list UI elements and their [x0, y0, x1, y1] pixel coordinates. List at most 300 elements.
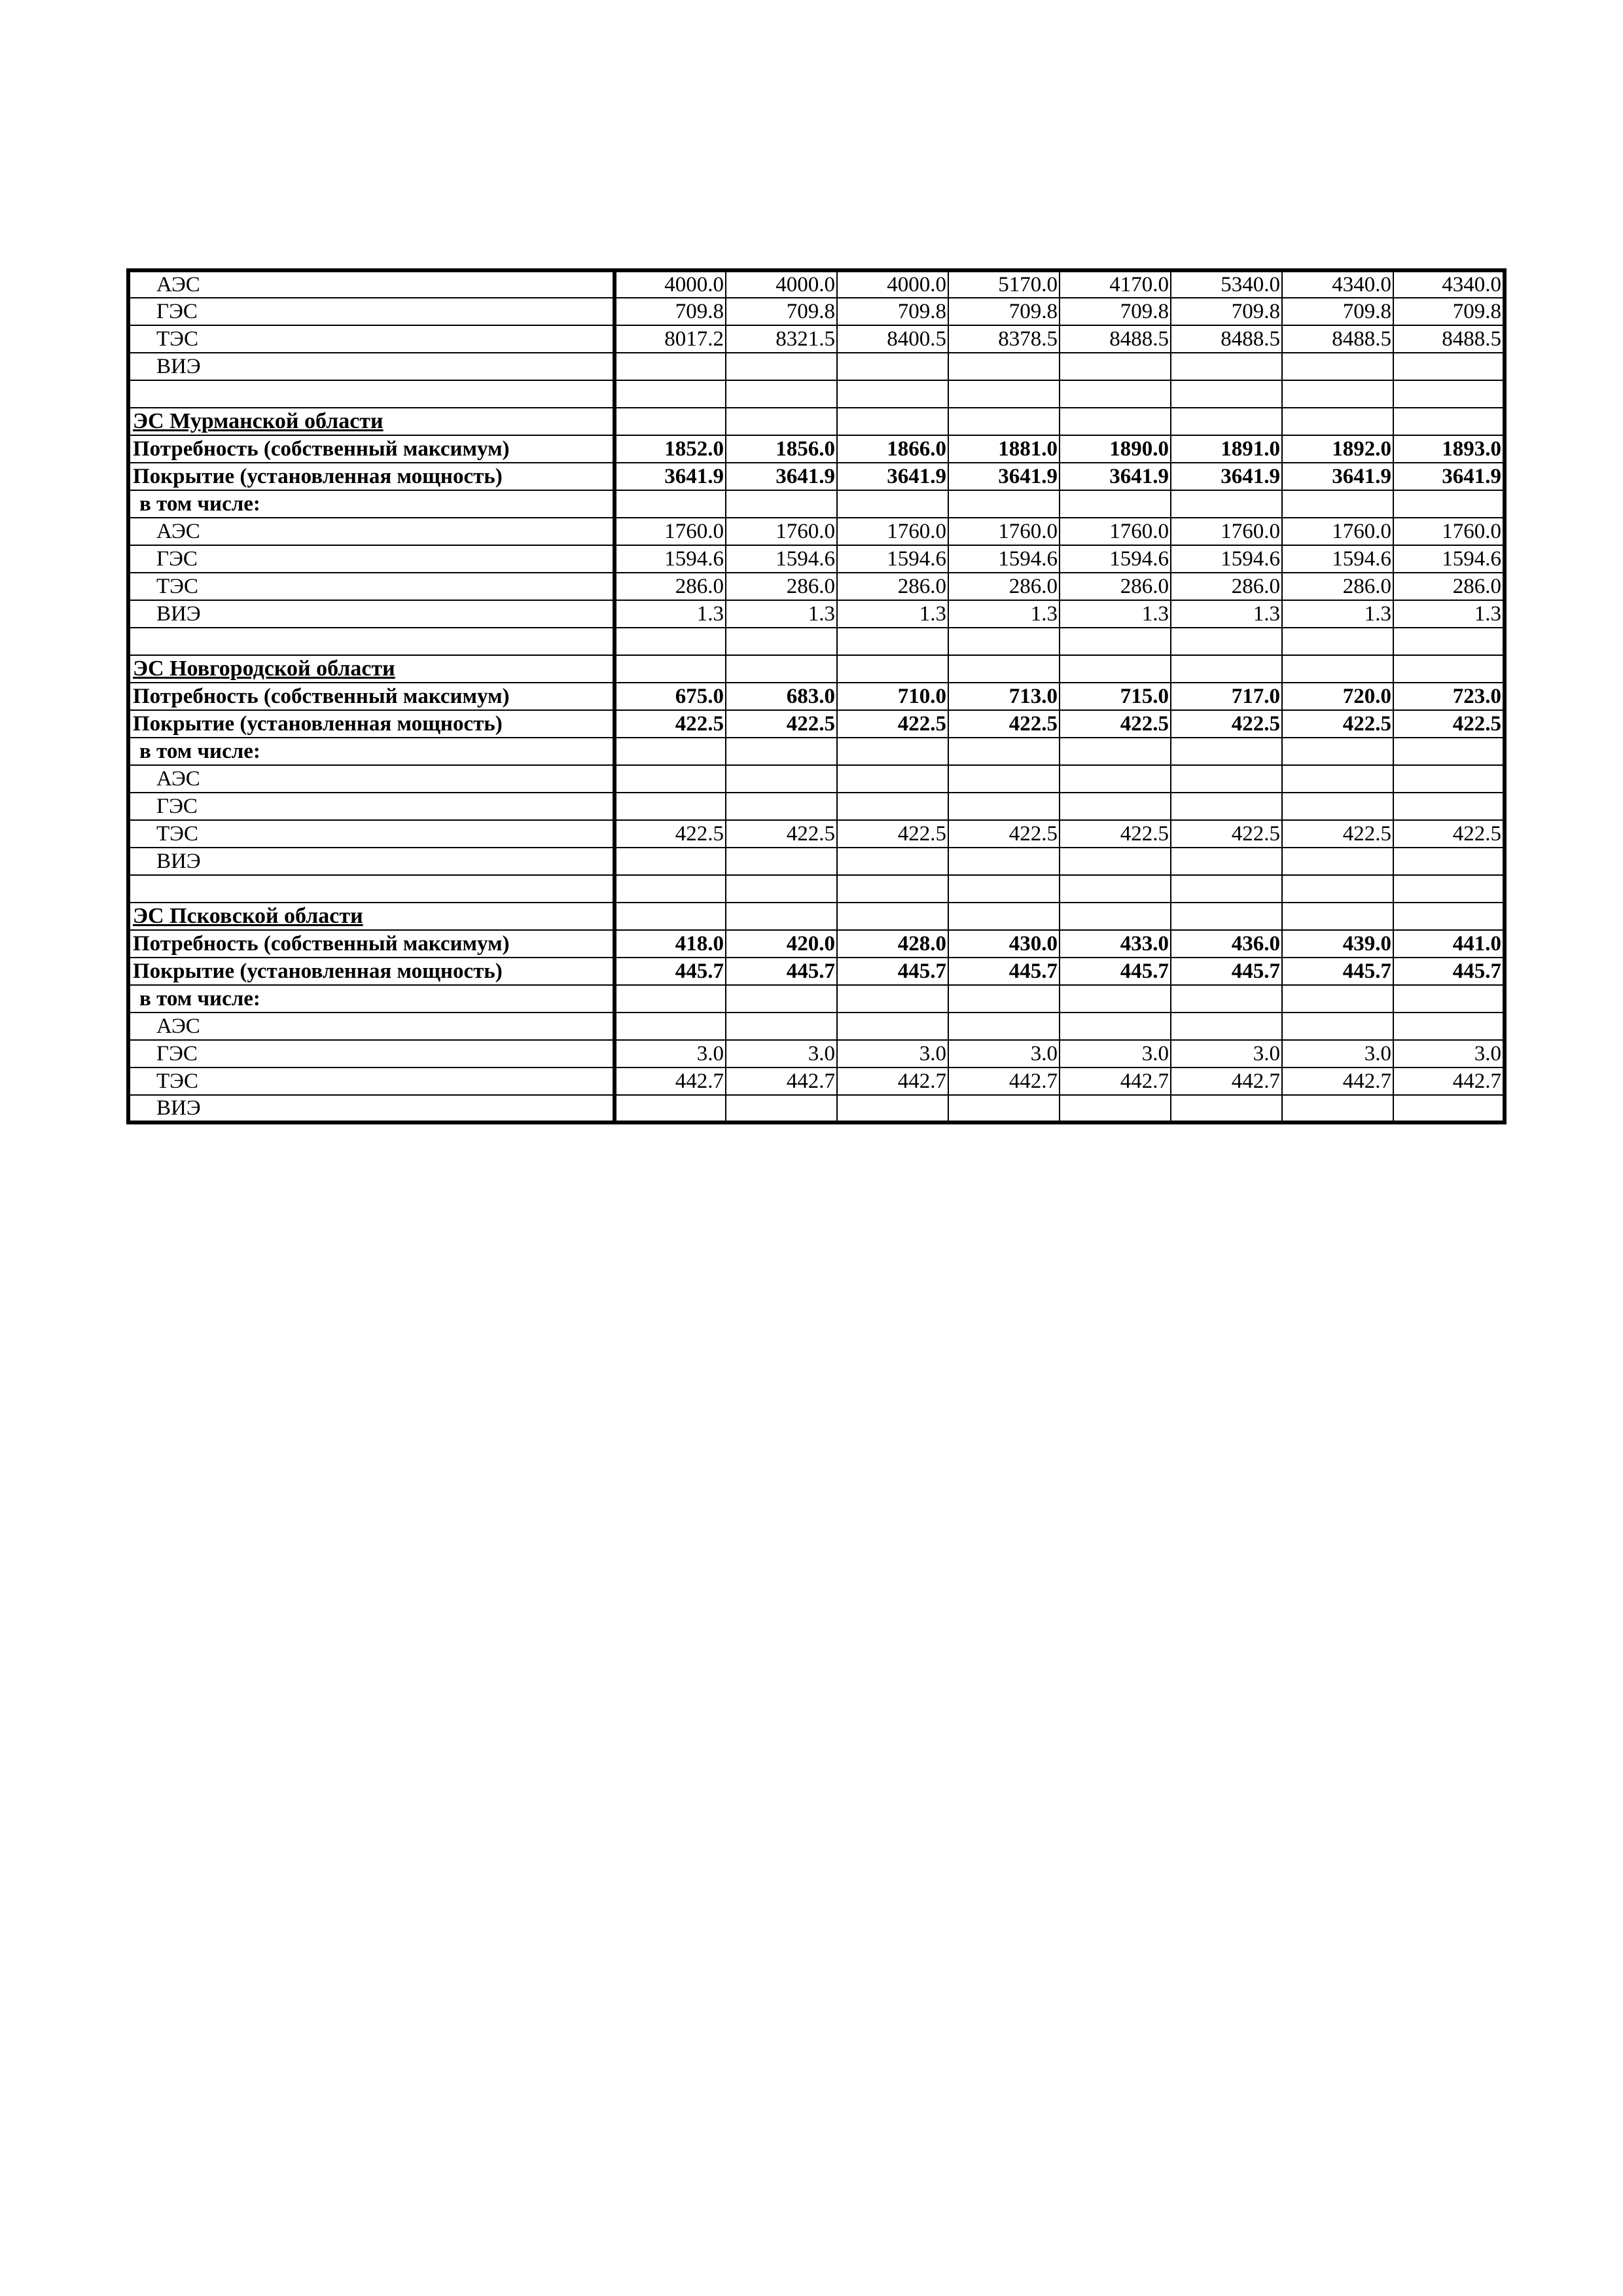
value-cell: 4340.0	[1393, 270, 1505, 298]
value-cell	[837, 1095, 948, 1122]
value-cell: 436.0	[1171, 930, 1282, 958]
value-cell	[1393, 1095, 1505, 1122]
table-row	[128, 958, 1505, 985]
value-cell	[1171, 875, 1282, 903]
value-cell	[726, 985, 837, 1013]
table-row	[128, 298, 1505, 325]
region-header-row	[128, 408, 1505, 435]
value-cell	[948, 1013, 1060, 1040]
value-cell	[948, 628, 1060, 655]
value-cell	[1171, 793, 1282, 820]
value-cell: 286.0	[1393, 573, 1505, 600]
value-cell: 8400.5	[837, 325, 948, 353]
table-row	[128, 985, 1505, 1013]
value-cell: 1891.0	[1171, 435, 1282, 463]
value-cell: 4000.0	[837, 270, 948, 298]
value-cell: 286.0	[1060, 573, 1171, 600]
value-cell: 1760.0	[615, 518, 726, 545]
value-cell	[1171, 628, 1282, 655]
value-cell	[1282, 655, 1393, 683]
value-cell	[948, 353, 1060, 380]
value-cell: 422.5	[837, 710, 948, 738]
value-cell: 709.8	[1171, 298, 1282, 325]
value-cell: 445.7	[948, 958, 1060, 985]
value-cell: 717.0	[1171, 683, 1282, 710]
row-label: Потребность (собственный максимум)	[128, 683, 615, 710]
table-body	[128, 270, 1505, 1122]
value-cell: 4000.0	[615, 270, 726, 298]
value-cell	[1060, 848, 1171, 875]
value-cell: 1.3	[837, 600, 948, 628]
row-label: в том числе:	[128, 490, 615, 518]
value-cell: 422.5	[615, 710, 726, 738]
value-cell: 709.8	[726, 298, 837, 325]
value-cell	[837, 985, 948, 1013]
value-cell	[615, 985, 726, 1013]
value-cell: 286.0	[1171, 573, 1282, 600]
value-cell	[726, 793, 837, 820]
value-cell: 8488.5	[1393, 325, 1505, 353]
value-cell: 1594.6	[1171, 545, 1282, 573]
row-label: ТЭС	[128, 325, 615, 353]
value-cell: 422.5	[1060, 820, 1171, 848]
value-cell	[1282, 765, 1393, 793]
value-cell: 422.5	[1282, 820, 1393, 848]
value-cell	[726, 353, 837, 380]
value-cell: 683.0	[726, 683, 837, 710]
value-cell: 1.3	[1393, 600, 1505, 628]
value-cell: 439.0	[1282, 930, 1393, 958]
value-cell	[1171, 985, 1282, 1013]
value-cell: 8488.5	[1060, 325, 1171, 353]
value-cell	[726, 875, 837, 903]
value-cell: 4000.0	[726, 270, 837, 298]
value-cell: 430.0	[948, 930, 1060, 958]
value-cell	[1060, 408, 1171, 435]
value-cell: 442.7	[615, 1067, 726, 1095]
value-cell: 713.0	[948, 683, 1060, 710]
value-cell: 1.3	[615, 600, 726, 628]
value-cell: 420.0	[726, 930, 837, 958]
value-cell	[615, 1013, 726, 1040]
value-cell: 441.0	[1393, 930, 1505, 958]
row-label: ГЭС	[128, 1040, 615, 1067]
value-cell	[1282, 848, 1393, 875]
value-cell	[1282, 903, 1393, 930]
value-cell: 1760.0	[726, 518, 837, 545]
value-cell: 675.0	[615, 683, 726, 710]
table-row	[128, 1067, 1505, 1095]
row-label: ГЭС	[128, 298, 615, 325]
value-cell	[948, 903, 1060, 930]
value-cell: 286.0	[1282, 573, 1393, 600]
value-cell: 1594.6	[615, 545, 726, 573]
value-cell: 442.7	[1171, 1067, 1282, 1095]
value-cell: 4340.0	[1282, 270, 1393, 298]
value-cell	[837, 793, 948, 820]
value-cell: 1892.0	[1282, 435, 1393, 463]
value-cell	[1060, 655, 1171, 683]
value-cell: 422.5	[1393, 820, 1505, 848]
value-cell: 445.7	[1060, 958, 1171, 985]
table-row	[128, 325, 1505, 353]
value-cell	[1060, 793, 1171, 820]
value-cell: 442.7	[1282, 1067, 1393, 1095]
value-cell	[837, 490, 948, 518]
value-cell	[1171, 848, 1282, 875]
value-cell: 3.0	[837, 1040, 948, 1067]
row-label	[128, 875, 615, 903]
row-label: Потребность (собственный максимум)	[128, 435, 615, 463]
value-cell: 422.5	[726, 820, 837, 848]
value-cell: 445.7	[837, 958, 948, 985]
value-cell	[1393, 380, 1505, 408]
value-cell: 442.7	[1060, 1067, 1171, 1095]
value-cell	[837, 655, 948, 683]
table-row	[128, 463, 1505, 490]
row-label: ГЭС	[128, 545, 615, 573]
value-cell	[615, 765, 726, 793]
table-row	[128, 600, 1505, 628]
value-cell	[1282, 985, 1393, 1013]
value-cell: 720.0	[1282, 683, 1393, 710]
row-label: ГЭС	[128, 793, 615, 820]
value-cell: 3.0	[1060, 1040, 1171, 1067]
table-row	[128, 710, 1505, 738]
value-cell	[1060, 903, 1171, 930]
value-cell: 1594.6	[726, 545, 837, 573]
value-cell	[1282, 1095, 1393, 1122]
value-cell: 3.0	[1282, 1040, 1393, 1067]
value-cell	[948, 765, 1060, 793]
row-label: Покрытие (установленная мощность)	[128, 958, 615, 985]
value-cell	[1171, 353, 1282, 380]
value-cell: 1594.6	[948, 545, 1060, 573]
value-cell	[837, 765, 948, 793]
table-row	[128, 1095, 1505, 1122]
value-cell: 442.7	[726, 1067, 837, 1095]
row-label: Потребность (собственный максимум)	[128, 930, 615, 958]
value-cell: 442.7	[837, 1067, 948, 1095]
value-cell	[1282, 628, 1393, 655]
value-cell	[1393, 353, 1505, 380]
value-cell	[837, 903, 948, 930]
value-cell: 709.8	[615, 298, 726, 325]
value-cell: 715.0	[1060, 683, 1171, 710]
value-cell: 3641.9	[1171, 463, 1282, 490]
row-label: ВИЭ	[128, 353, 615, 380]
region-title: ЭС Мурманской области	[128, 408, 615, 435]
value-cell: 1881.0	[948, 435, 1060, 463]
table-row	[128, 738, 1505, 765]
value-cell	[1393, 765, 1505, 793]
value-cell	[837, 628, 948, 655]
value-cell: 286.0	[726, 573, 837, 600]
row-label: АЭС	[128, 270, 615, 298]
value-cell: 8321.5	[726, 325, 837, 353]
value-cell: 1893.0	[1393, 435, 1505, 463]
value-cell	[1393, 875, 1505, 903]
value-cell	[948, 655, 1060, 683]
value-cell: 5170.0	[948, 270, 1060, 298]
value-cell: 1.3	[1171, 600, 1282, 628]
value-cell	[948, 1095, 1060, 1122]
value-cell	[615, 1095, 726, 1122]
value-cell: 422.5	[726, 710, 837, 738]
row-label: в том числе:	[128, 738, 615, 765]
value-cell	[1171, 903, 1282, 930]
value-cell: 422.5	[615, 820, 726, 848]
spacer-row	[128, 875, 1505, 903]
value-cell	[726, 848, 837, 875]
value-cell: 709.8	[948, 298, 1060, 325]
value-cell	[1060, 628, 1171, 655]
value-cell	[1393, 408, 1505, 435]
value-cell: 445.7	[1393, 958, 1505, 985]
value-cell: 3641.9	[1060, 463, 1171, 490]
value-cell	[1282, 353, 1393, 380]
row-label: в том числе:	[128, 985, 615, 1013]
value-cell	[1393, 738, 1505, 765]
value-cell: 710.0	[837, 683, 948, 710]
value-cell	[1393, 655, 1505, 683]
value-cell: 442.7	[1393, 1067, 1505, 1095]
value-cell	[948, 408, 1060, 435]
table-row	[128, 435, 1505, 463]
value-cell	[1060, 1095, 1171, 1122]
value-cell	[1060, 380, 1171, 408]
table-row	[128, 683, 1505, 710]
value-cell	[837, 380, 948, 408]
capacity-table	[126, 268, 1507, 1124]
value-cell: 723.0	[1393, 683, 1505, 710]
value-cell: 1890.0	[1060, 435, 1171, 463]
table-row	[128, 930, 1505, 958]
value-cell: 3.0	[726, 1040, 837, 1067]
value-cell: 422.5	[1171, 820, 1282, 848]
value-cell: 422.5	[948, 710, 1060, 738]
row-label: ВИЭ	[128, 600, 615, 628]
table-row	[128, 270, 1505, 298]
value-cell: 1760.0	[1171, 518, 1282, 545]
row-label: ВИЭ	[128, 848, 615, 875]
value-cell: 1856.0	[726, 435, 837, 463]
value-cell	[726, 628, 837, 655]
value-cell	[726, 903, 837, 930]
value-cell	[1171, 655, 1282, 683]
spacer-row	[128, 628, 1505, 655]
value-cell	[1171, 408, 1282, 435]
value-cell	[837, 1013, 948, 1040]
value-cell	[1282, 738, 1393, 765]
value-cell: 1760.0	[1282, 518, 1393, 545]
value-cell	[615, 490, 726, 518]
value-cell	[1282, 1013, 1393, 1040]
value-cell	[837, 875, 948, 903]
value-cell: 3.0	[615, 1040, 726, 1067]
value-cell: 422.5	[948, 820, 1060, 848]
value-cell: 709.8	[1060, 298, 1171, 325]
table-row	[128, 545, 1505, 573]
value-cell: 445.7	[615, 958, 726, 985]
table-row	[128, 820, 1505, 848]
value-cell: 1760.0	[948, 518, 1060, 545]
row-label: АЭС	[128, 1013, 615, 1040]
value-cell: 3641.9	[726, 463, 837, 490]
value-cell: 1594.6	[1393, 545, 1505, 573]
row-label	[128, 628, 615, 655]
value-cell: 1594.6	[1282, 545, 1393, 573]
table-row	[128, 353, 1505, 380]
table-row	[128, 848, 1505, 875]
value-cell	[1282, 875, 1393, 903]
table-row	[128, 518, 1505, 545]
value-cell	[1393, 490, 1505, 518]
value-cell: 5340.0	[1171, 270, 1282, 298]
value-cell	[1282, 490, 1393, 518]
value-cell	[726, 738, 837, 765]
value-cell	[1060, 765, 1171, 793]
value-cell: 1594.6	[837, 545, 948, 573]
value-cell	[726, 765, 837, 793]
value-cell	[948, 793, 1060, 820]
value-cell: 1.3	[1060, 600, 1171, 628]
value-cell: 3641.9	[948, 463, 1060, 490]
value-cell	[948, 875, 1060, 903]
value-cell: 3641.9	[1282, 463, 1393, 490]
value-cell: 3641.9	[837, 463, 948, 490]
value-cell	[615, 408, 726, 435]
value-cell: 422.5	[1060, 710, 1171, 738]
value-cell: 286.0	[948, 573, 1060, 600]
value-cell	[837, 408, 948, 435]
value-cell	[1282, 793, 1393, 820]
table-row	[128, 573, 1505, 600]
value-cell	[1282, 408, 1393, 435]
value-cell: 433.0	[1060, 930, 1171, 958]
value-cell: 709.8	[837, 298, 948, 325]
value-cell	[837, 738, 948, 765]
value-cell: 1852.0	[615, 435, 726, 463]
value-cell	[726, 408, 837, 435]
value-cell	[1282, 380, 1393, 408]
spacer-row	[128, 380, 1505, 408]
value-cell: 4170.0	[1060, 270, 1171, 298]
table-row	[128, 793, 1505, 820]
row-label: ТЭС	[128, 573, 615, 600]
row-label	[128, 380, 615, 408]
value-cell	[1171, 765, 1282, 793]
value-cell: 445.7	[1282, 958, 1393, 985]
value-cell: 445.7	[1171, 958, 1282, 985]
value-cell	[1393, 793, 1505, 820]
value-cell	[1060, 738, 1171, 765]
value-cell: 428.0	[837, 930, 948, 958]
value-cell: 709.8	[1282, 298, 1393, 325]
row-label: ТЭС	[128, 1067, 615, 1095]
value-cell: 3.0	[1171, 1040, 1282, 1067]
region-header-row	[128, 903, 1505, 930]
value-cell	[1171, 1013, 1282, 1040]
value-cell: 8378.5	[948, 325, 1060, 353]
value-cell	[726, 655, 837, 683]
region-header-row	[128, 655, 1505, 683]
value-cell: 1866.0	[837, 435, 948, 463]
value-cell: 445.7	[726, 958, 837, 985]
value-cell: 286.0	[837, 573, 948, 600]
value-cell: 8488.5	[1282, 325, 1393, 353]
value-cell	[726, 1013, 837, 1040]
value-cell: 1760.0	[1393, 518, 1505, 545]
value-cell	[1171, 738, 1282, 765]
value-cell: 8017.2	[615, 325, 726, 353]
value-cell: 8488.5	[1171, 325, 1282, 353]
value-cell	[615, 848, 726, 875]
table-row	[128, 765, 1505, 793]
value-cell	[726, 380, 837, 408]
value-cell	[1393, 628, 1505, 655]
value-cell: 709.8	[1393, 298, 1505, 325]
value-cell: 1594.6	[1060, 545, 1171, 573]
value-cell	[1060, 490, 1171, 518]
row-label: АЭС	[128, 518, 615, 545]
value-cell: 3641.9	[1393, 463, 1505, 490]
value-cell	[615, 793, 726, 820]
row-label: ВИЭ	[128, 1095, 615, 1122]
value-cell: 286.0	[615, 573, 726, 600]
value-cell	[615, 353, 726, 380]
value-cell	[1171, 1095, 1282, 1122]
value-cell	[837, 848, 948, 875]
value-cell: 422.5	[1171, 710, 1282, 738]
row-label: Покрытие (установленная мощность)	[128, 710, 615, 738]
region-title: ЭС Псковской области	[128, 903, 615, 930]
value-cell	[615, 655, 726, 683]
value-cell: 1760.0	[1060, 518, 1171, 545]
value-cell	[615, 738, 726, 765]
value-cell	[726, 490, 837, 518]
region-title: ЭС Новгородской области	[128, 655, 615, 683]
value-cell	[726, 1095, 837, 1122]
value-cell: 1.3	[1282, 600, 1393, 628]
value-cell	[615, 380, 726, 408]
value-cell	[1393, 985, 1505, 1013]
value-cell: 1760.0	[837, 518, 948, 545]
value-cell: 1.3	[948, 600, 1060, 628]
value-cell: 3641.9	[615, 463, 726, 490]
value-cell	[1171, 490, 1282, 518]
value-cell: 3.0	[1393, 1040, 1505, 1067]
value-cell: 422.5	[1393, 710, 1505, 738]
row-label: Покрытие (установленная мощность)	[128, 463, 615, 490]
value-cell	[1171, 380, 1282, 408]
value-cell	[837, 353, 948, 380]
value-cell	[615, 875, 726, 903]
value-cell: 422.5	[837, 820, 948, 848]
value-cell: 442.7	[948, 1067, 1060, 1095]
value-cell	[948, 490, 1060, 518]
table-row	[128, 490, 1505, 518]
value-cell	[1060, 1013, 1171, 1040]
value-cell	[1060, 353, 1171, 380]
value-cell	[948, 738, 1060, 765]
value-cell	[1393, 848, 1505, 875]
value-cell: 418.0	[615, 930, 726, 958]
row-label: АЭС	[128, 765, 615, 793]
value-cell	[1060, 875, 1171, 903]
value-cell	[1060, 985, 1171, 1013]
value-cell	[948, 848, 1060, 875]
